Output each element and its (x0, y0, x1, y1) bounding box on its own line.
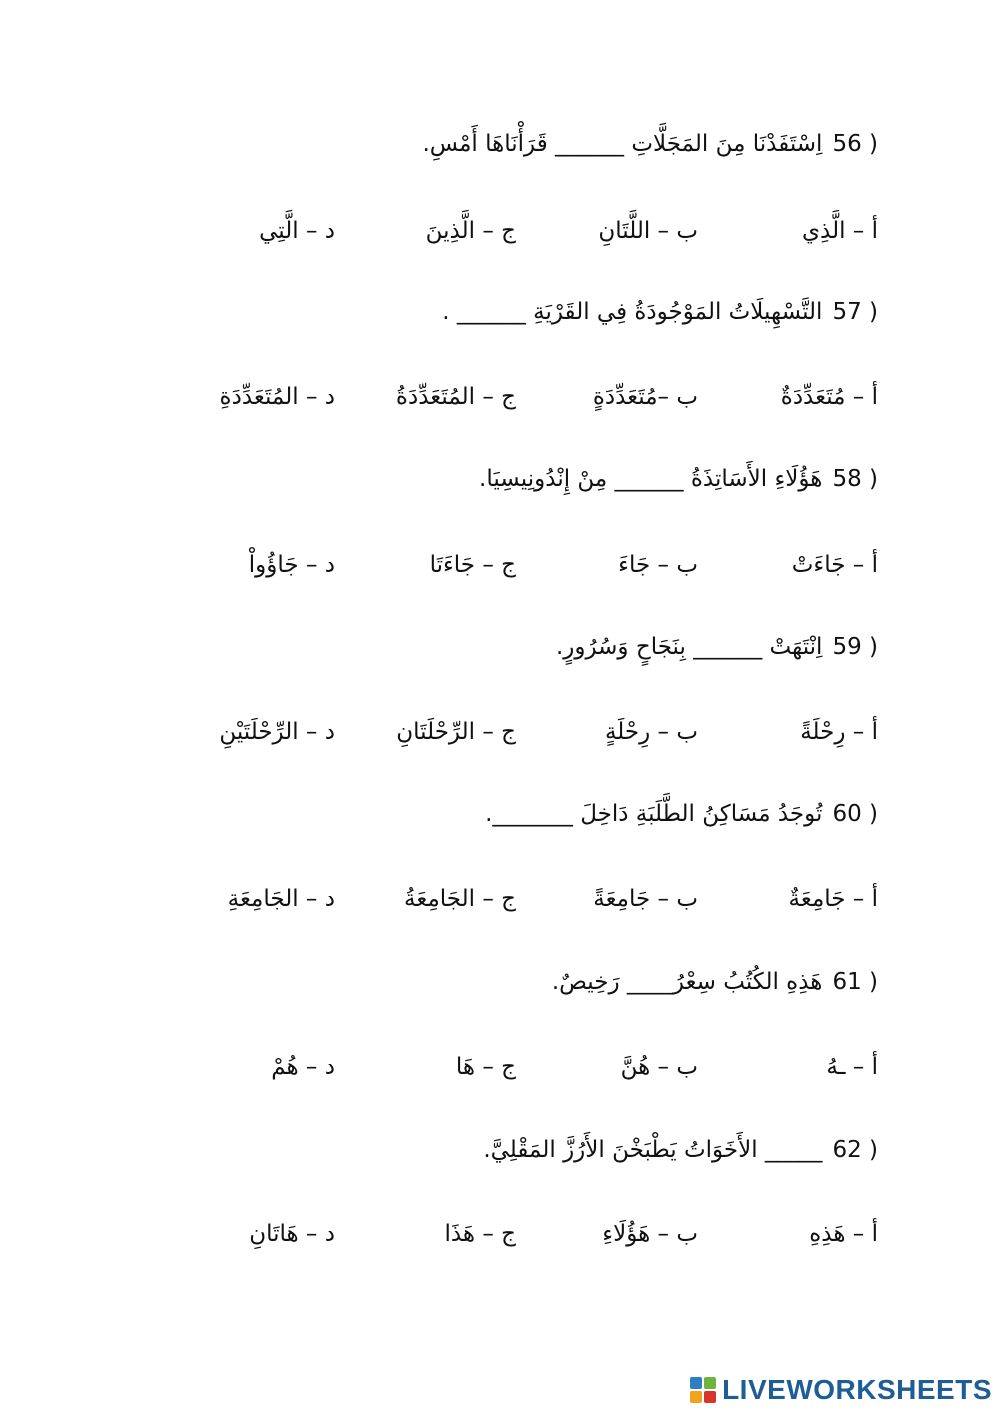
question-text: تُوجَدُ مَسَاكِنُ الطَّلَبَةِ دَاخِلَ _______. (485, 801, 823, 827)
question-text: اِنْتَهَتْ ______ بِنَجَاحٍ وَسُرُورٍ. (555, 634, 823, 660)
question-59 (118, 627, 878, 667)
option-a[interactable]: أ – مُتَعَدِّدَةٌ (780, 384, 878, 410)
question-text: هَذِهِ الكُتُبُ سِعْرُ____ رَخِيصٌ. (551, 969, 823, 995)
option-b[interactable]: ب – هُنَّ (620, 1054, 698, 1080)
option-b[interactable]: ب – رِحْلَةٍ (604, 719, 698, 745)
question-number: 62 ) (832, 1137, 878, 1163)
question-60 (118, 794, 878, 834)
option-d[interactable]: د – هَاتَانِ (249, 1221, 335, 1247)
question-56 (118, 124, 878, 164)
option-b[interactable]: ب – هَؤُلَاءِ (602, 1221, 698, 1247)
option-d[interactable]: د – الرِّحْلَتَيْنِ (219, 719, 335, 745)
question-text: _____ الأَخَوَاتُ يَطْبَخْنَ الأَرُزَّ المَقْلِيَّ. (483, 1137, 823, 1163)
question-58 (118, 459, 878, 499)
option-c[interactable]: ج – هَا (455, 1054, 516, 1080)
question-number: 60 ) (832, 801, 878, 827)
option-d[interactable]: د – الَّتِي (259, 218, 335, 244)
option-b[interactable]: ب – جَامِعَةً (593, 886, 698, 912)
brand-name: LIVEWORKSHEETS (722, 1374, 992, 1405)
option-c[interactable]: ج – جَاءَتَا (429, 552, 516, 578)
option-a[interactable]: أ – جَامِعَةٌ (788, 886, 878, 912)
liveworksheets-logo-icon (690, 1377, 716, 1403)
question-number: 58 ) (832, 466, 878, 492)
option-c[interactable]: ج – الَّذِينَ (425, 218, 516, 244)
question-61 (118, 962, 878, 1002)
liveworksheets-logo[interactable] (690, 1373, 992, 1407)
question-text: اِسْتَفَدْنَا مِنَ المَجَلَّاتِ ______ قَرَأْنَاهَا أَمْسِ. (422, 131, 823, 157)
question-text: هَؤُلَاءِ الأَسَاتِذَةُ ______ مِنْ إِنْدُونِيسِيَا. (479, 466, 823, 492)
question-number: 59 ) (832, 634, 878, 660)
option-a[interactable]: أ – الَّذِي (802, 218, 878, 244)
question-62 (118, 1130, 878, 1170)
option-a[interactable]: أ – جَاءَتْ (791, 552, 878, 578)
question-number: 56 ) (832, 131, 878, 157)
question-57 (118, 292, 878, 332)
option-a[interactable]: أ – هَذِهِ (809, 1221, 878, 1247)
option-b[interactable]: ب –مُتَعَدِّدَةٍ (592, 384, 698, 410)
option-c[interactable]: ج – الجَامِعَةُ (404, 886, 516, 912)
option-d[interactable]: د – هُمْ (271, 1054, 335, 1080)
option-b[interactable]: ب – جَاءَ (618, 552, 698, 578)
option-c[interactable]: ج – هَذَا (444, 1221, 516, 1247)
option-a[interactable]: أ – رِحْلَةً (800, 719, 878, 745)
option-b[interactable]: ب – اللَّتَانِ (598, 218, 698, 244)
option-d[interactable]: د – الجَامِعَةِ (227, 886, 335, 912)
option-c[interactable]: ج – الرِّحْلَتَانِ (396, 719, 516, 745)
question-number: 57 ) (832, 299, 878, 325)
option-a[interactable]: أ – ـهُ (826, 1054, 878, 1080)
question-number: 61 ) (832, 969, 878, 995)
option-c[interactable]: ج – المُتَعَدِّدَةُ (395, 384, 516, 410)
option-d[interactable]: د – المُتَعَدِّدَةِ (219, 384, 335, 410)
question-text: التَّسْهِيلَاتُ المَوْجُودَةُ فِي القَرْيَةِ ______ . (442, 299, 823, 325)
option-d[interactable]: د – جَاؤُواْ (248, 552, 335, 578)
